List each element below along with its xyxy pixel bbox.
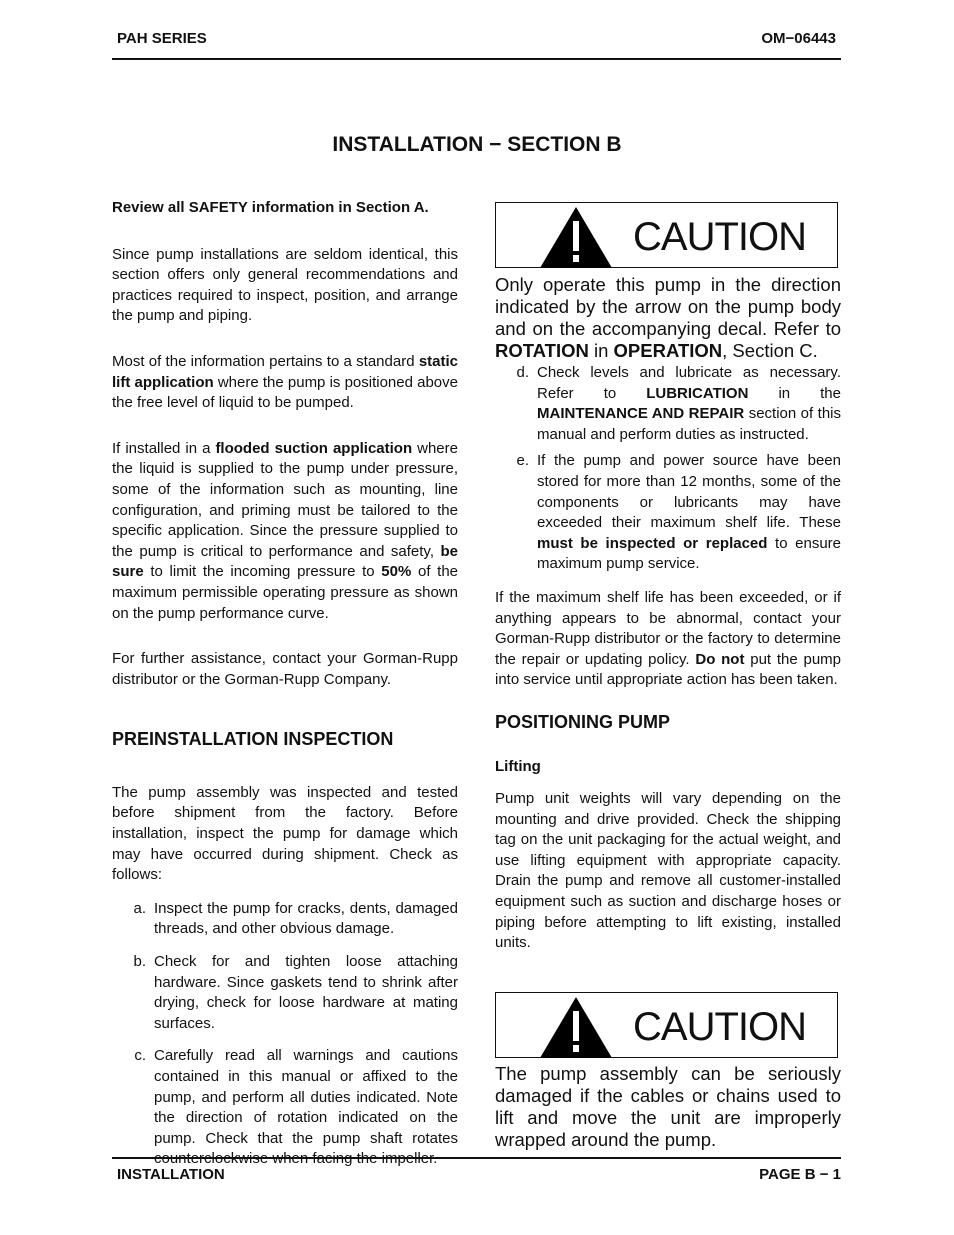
- caution-box: [495, 992, 838, 1058]
- list-item: c. Carefully read all warnings and cautions contained in this manual or affixed to the pump, and perform all duties indicated. Note the direction of rotation indicated on the pump. Check that the pump shaft rotates: [134, 1047, 458, 1147]
- shelf-life-paragraph: If the maximum shelf life has been exceeded, or if anything appears to be abnormal, contact your Gorman-Rupp distributor or the factory to determine the repair or updating policy. Do not put the pump into service until appropriate action has been taken.: [495, 588, 841, 689]
- static-lift-paragraph: Most of the information pertains to a standard static lift application where the pump is positioned above the free level of liquid to be pumped.: [112, 352, 458, 412]
- inspection-paragraph: The pump assembly was inspected and tested before shipment from the factory. Before installation, inspect the pump for damage which may have occurred during shipment. Check as follows:: [112, 783, 458, 884]
- footer-section: INSTALLATION: [117, 1166, 225, 1183]
- header-rule: [112, 58, 841, 60]
- list-item: b. Check for and tighten loose attaching hardware. Since gaskets tend to shrink after drying, check for loose hardware at mating surfaces.: [133, 953, 458, 1032]
- caution-text: The pump assembly can be seriously damaged if the cables or chains used to lift and move the unit are improperly wrapped around the pump.: [495, 1063, 841, 1150]
- caution-box: [495, 202, 838, 268]
- footer-page-number: PAGE B − 1: [759, 1166, 841, 1183]
- left-column: [112, 198, 458, 1170]
- lifting-paragraph: Pump unit weights will vary depending on the mounting and drive provided. Check the shipping tag on the unit packaging for the actual weight, and use lifting equipment with appropriate capacity. Drain the pump and remove all customer-installed equipment such as suction and discharge hoses or piping before attempting to lift existing, installed units.: [495, 790, 841, 952]
- warning-triangle-icon: [538, 995, 614, 1059]
- caution-label: CAUTION: [633, 1005, 806, 1049]
- lifting-heading: Lifting: [495, 757, 541, 775]
- list-item: e. If the pump and power source have been stored for more than 12 months, some of the components or lubricants may have exceeded their maximum shelf life. These must be inspected or replaced to ensure maximum pump service.: [516, 452, 841, 573]
- preinstallation-heading: PREINSTALLATION INSPECTION: [112, 729, 394, 750]
- assistance-paragraph: For further assistance, contact your Gorman-Rupp distributor or the Gorman-Rupp Company.: [112, 650, 458, 688]
- footer-rule: [112, 1157, 841, 1159]
- right-column: [495, 363, 841, 954]
- caution-text: Only operate this pump in the direction indicated by the arrow on the pump body and on the accompanying decal. Refer to ROTATION in OPERATION, Section C.: [495, 274, 841, 361]
- caution-label: CAUTION: [633, 215, 806, 259]
- section-title: INSTALLATION − SECTION B: [332, 133, 622, 156]
- intro-paragraph: Since pump installations are seldom identical, this section offers only general recommendations and practices required to inspect, position, and arrange the pump and piping.: [112, 245, 458, 325]
- header-series: PAH SERIES: [117, 30, 207, 47]
- positioning-heading: POSITIONING PUMP: [495, 711, 671, 732]
- header-doc-number: OM−06443: [761, 30, 836, 47]
- list-item: d. Check levels and lubricate as necessary. Refer to LUBRICATION in the MAINTENANCE AND REPAIR section of this manual and perform duties as instructed.: [516, 364, 841, 443]
- safety-note: Review all SAFETY information in Section A.: [112, 199, 429, 216]
- flooded-suction-paragraph: If installed in a flooded suction application where the liquid is supplied to the pump under pressure, some of the information such as mounting, line configuration, and priming must be tailored to the specific application. Since the pressure supplied to the pump is critical to performance and safety, be sure to limit the incoming pressure to 50% of the maximum permissible operating pressure as shown on the pump performance curve.: [112, 439, 459, 622]
- warning-triangle-icon: [538, 205, 614, 269]
- list-item: a. Inspect the pump for cracks, dents, damaged threads, and other obvious damage.: [133, 899, 458, 938]
